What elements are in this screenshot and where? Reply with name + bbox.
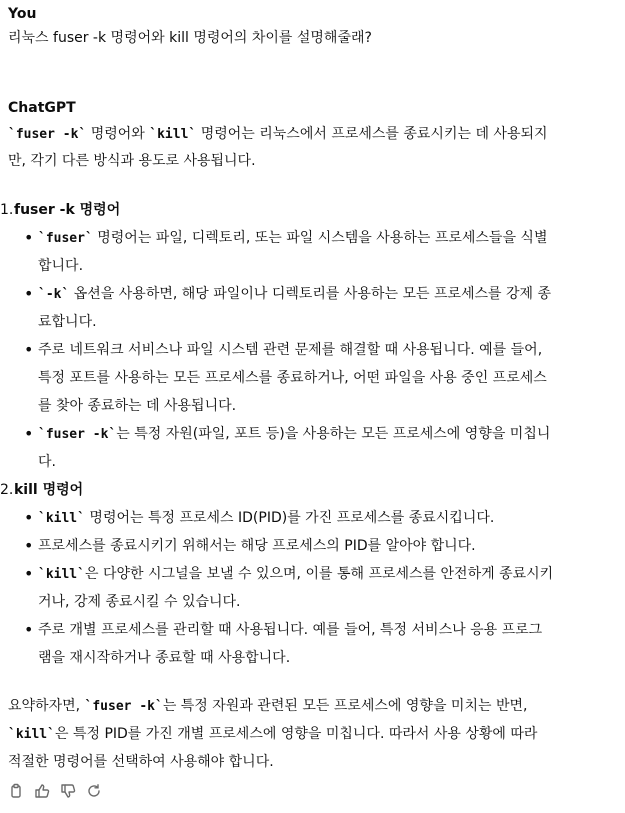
list-item-cont: 램을 재시작하거나 종료할 때 사용합니다. <box>38 650 291 666</box>
list-item-cont: 합니다. <box>38 258 84 274</box>
regenerate-icon[interactable] <box>86 783 102 799</box>
section-number: 2. <box>0 482 14 498</box>
summary-line-3: 적절한 명령어를 선택하여 사용해야 합니다. <box>8 754 274 770</box>
inline-code: `kill` <box>149 127 197 142</box>
inline-code: `kill` <box>38 511 85 526</box>
bullet: • <box>24 620 34 639</box>
list-item-cont: 를 찾아 종료하는 데 사용됩니다. <box>38 398 237 414</box>
message-actions <box>8 783 102 799</box>
list-item: 주로 네트워크 서비스나 파일 시스템 관련 문제를 해결할 때 사용됩니다. 예를 들어, <box>38 342 543 358</box>
list-item <box>38 280 551 309</box>
bullet: • <box>24 424 34 443</box>
list-item-cont: 다. <box>38 454 56 470</box>
summary-text: 요약하자면, <box>8 698 85 714</box>
inline-code: `fuser -k` <box>84 699 163 714</box>
bullet: • <box>24 564 34 583</box>
user-author: You <box>8 6 37 22</box>
bullet: • <box>24 508 34 527</box>
section-heading: fuser -k 명령어 <box>14 202 121 218</box>
inline-code: `kill` <box>8 727 55 742</box>
list-item <box>38 420 550 449</box>
list-item-text: 은 다양한 시그널을 보낼 수 있으며, 이를 통해 프로세스를 안전하게 종료시키 <box>84 566 554 582</box>
copy-icon[interactable] <box>8 783 24 799</box>
inline-code: `fuser -k` <box>8 127 87 142</box>
list-item-text: 는 특정 자원(파일, 포트 등)을 사용하는 모든 프로세스에 영향을 미칩니 <box>116 426 551 442</box>
summary-line-1 <box>8 692 527 721</box>
intro-text: 명령어는 리눅스에서 프로세스를 종료시키는 데 사용되지 <box>196 126 548 142</box>
list-item <box>38 504 494 533</box>
inline-code: `-k` <box>38 287 70 302</box>
summary-text: 은 특정 PID를 가진 개별 프로세스에 영향을 미칩니다. 따라서 사용 상황에 따라 <box>54 726 538 742</box>
section-number: 1. <box>0 202 14 218</box>
list-item: 프로세스를 종료시키기 위해서는 해당 프로세스의 PID를 알아야 합니다. <box>38 538 476 554</box>
list-item-text: 명령어는 파일, 디렉토리, 또는 파일 시스템을 사용하는 프로세스들을 식별 <box>92 230 548 246</box>
list-item-text: 명령어는 특정 프로세스 ID(PID)를 가진 프로세스를 종료시킵니다. <box>84 510 495 526</box>
list-item <box>38 224 547 253</box>
inline-code: `kill` <box>38 567 85 582</box>
bullet: • <box>24 536 34 555</box>
list-item-cont: 특정 포트를 사용하는 모든 프로세스를 종료하거나, 어떤 파일을 사용 중인 프로세스 <box>38 370 547 386</box>
intro-text: 명령어와 <box>86 126 150 142</box>
bullet: • <box>24 228 34 247</box>
assistant-author: ChatGPT <box>8 100 76 116</box>
inline-code: `fuser` <box>38 231 93 246</box>
thumbs-up-icon[interactable] <box>34 783 50 799</box>
list-item <box>38 560 553 589</box>
summary-text: 는 특정 자원과 관련된 모든 프로세스에 영향을 미치는 반면, <box>162 698 528 714</box>
list-item-text: 옵션을 사용하면, 해당 파일이나 디렉토리를 사용하는 모든 프로세스를 강제 종 <box>69 286 552 302</box>
bullet: • <box>24 284 34 303</box>
inline-code: `fuser -k` <box>38 427 117 442</box>
bullet: • <box>24 340 34 359</box>
intro-line-2: 만, 각기 다른 방식과 용도로 사용됩니다. <box>8 153 256 169</box>
summary-line-2 <box>8 720 537 749</box>
user-message: 리눅스 fuser -k 명령어와 kill 명령어의 차이를 설명해줄래? <box>8 30 372 46</box>
list-item-cont: 거나, 강제 종료시킬 수 있습니다. <box>38 594 241 610</box>
list-item: 주로 개별 프로세스를 관리할 때 사용됩니다. 예를 들어, 특정 서비스나 응용 프로그 <box>38 622 543 638</box>
list-item-cont: 료합니다. <box>38 314 97 330</box>
intro-line-1 <box>8 120 548 149</box>
thumbs-down-icon[interactable] <box>60 783 76 799</box>
section-heading: kill 명령어 <box>14 482 84 498</box>
